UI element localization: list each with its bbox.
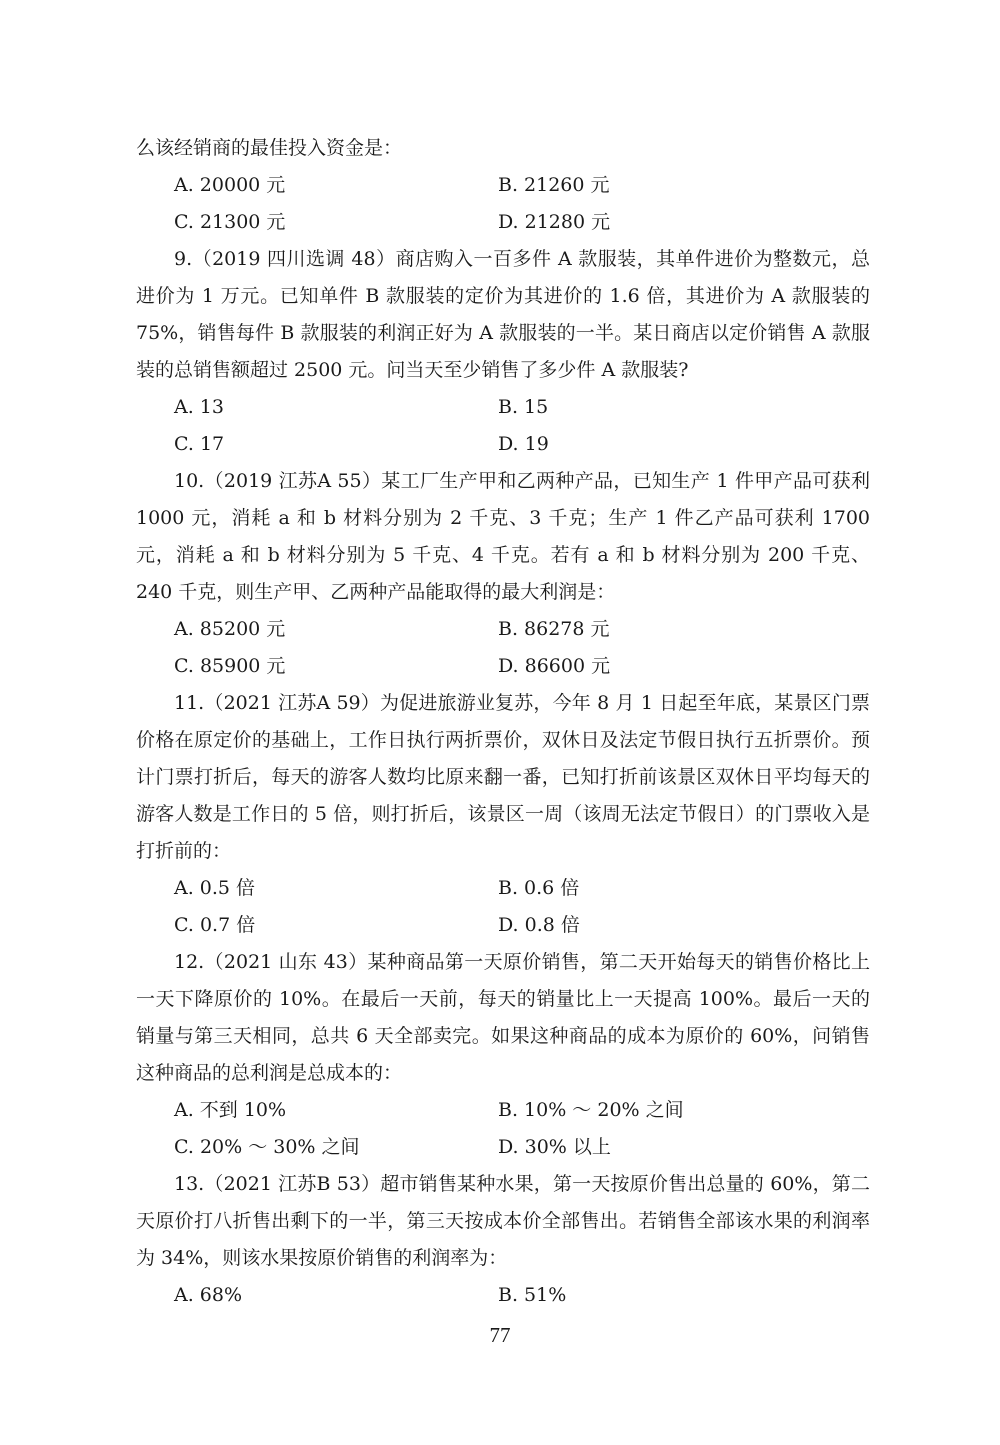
q8-option-c: C. 21300 元 <box>174 211 286 233</box>
q11-options <box>136 870 870 944</box>
q11-option-c: C. 0.7 倍 <box>174 914 256 936</box>
q13-option-a: A. 68% <box>174 1284 243 1306</box>
q9-option-a: A. 13 <box>174 396 224 418</box>
q9-option-c: C. 17 <box>174 433 225 455</box>
q8-option-b: B. 21260 元 <box>498 174 610 196</box>
q12-option-d: D. 30% 以上 <box>498 1136 611 1158</box>
q11-option-d: D. 0.8 倍 <box>498 914 580 936</box>
q11-stem: 11.（2021 江苏A 59）为促进旅游业复苏，今年 8 月 1 日起至年底，某景区门票价格在原定价的基础上，工作日执行两折票价，双休日及法定节假日执行五折票价。预计门票打折后，每天的游客人数均比原来翻一番，已知打折前该景区双休日平均每天的游客人数是工作日的 5 倍，则打折后，该景区一周（该周无法定节假日）的门票收入是打折前的： <box>136 692 870 862</box>
q9-options <box>136 389 870 463</box>
q11-option-b: B. 0.6 倍 <box>498 877 580 899</box>
q12-option-b: B. 10% ～ 20% 之间 <box>498 1099 684 1121</box>
q9-stem: 9.（2019 四川选调 48）商店购入一百多件 A 款服装，其单件进价为整数元，总进价为 1 万元。已知单件 B 款服装的定价为其进价的 1.6 倍，其进价为 A 款服装的 75%，销售每件 B 款服装的利润正好为 A 款服装的一半。某日商店以定价销售 A 款服装的总销售额超过 2500 元。问当天至少销售了多少件 A 款服装? <box>136 248 870 381</box>
q12-stem: 12.（2021 山东 43）某种商品第一天原价销售，第二天开始每天的销售价格比上一天下降原价的 10%。在最后一天前，每天的销量比上一天提高 100%。最后一天的销量与第三天相同，总共 6 天全部卖完。如果这种商品的成本为原价的 60%，问销售这种商品的总利润是总成本的： <box>136 951 870 1084</box>
q13-stem: 13.（2021 江苏B 53）超市销售某种水果，第一天按原价售出总量的 60%，第二天原价打八折售出剩下的一半，第三天按成本价全部售出。若销售全部该水果的利润率为 34%，则该水果按原价销售的利润率为： <box>136 1173 870 1269</box>
q8-option-d: D. 21280 元 <box>498 211 611 233</box>
q10-option-b: B. 86278 元 <box>498 618 610 640</box>
q8-options <box>136 167 870 241</box>
page-content <box>136 130 870 1314</box>
q12-option-a: A. 不到 10% <box>174 1099 287 1121</box>
q8-option-a: A. 20000 元 <box>174 174 286 196</box>
q10-option-c: C. 85900 元 <box>174 655 286 677</box>
q10-option-d: D. 86600 元 <box>498 655 611 677</box>
q10-option-a: A. 85200 元 <box>174 618 286 640</box>
q9-option-b: B. 15 <box>498 396 549 418</box>
q9-option-d: D. 19 <box>498 433 549 455</box>
q10-stem: 10.（2019 江苏A 55）某工厂生产甲和乙两种产品，已知生产 1 件甲产品可获利 1000 元，消耗 a 和 b 材料分别为 2 千克、3 千克；生产 1 件乙产品可获利 1700 元，消耗 a 和 b 材料分别为 5 千克、4 千克。若有 a 和 b 材料分别为 200 千克、240 千克，则生产甲、乙两种产品能取得的最大利润是： <box>136 470 870 603</box>
q13-option-b: B. 51% <box>498 1284 567 1306</box>
q11-option-a: A. 0.5 倍 <box>174 877 256 899</box>
q13-options <box>136 1277 870 1314</box>
q12-option-c: C. 20% ～ 30% 之间 <box>174 1136 360 1158</box>
q10-options <box>136 611 870 685</box>
page-number: 77 <box>489 1323 511 1347</box>
question-continuation: 么该经销商的最佳投入资金是： <box>136 137 403 159</box>
q12-options <box>136 1092 870 1166</box>
